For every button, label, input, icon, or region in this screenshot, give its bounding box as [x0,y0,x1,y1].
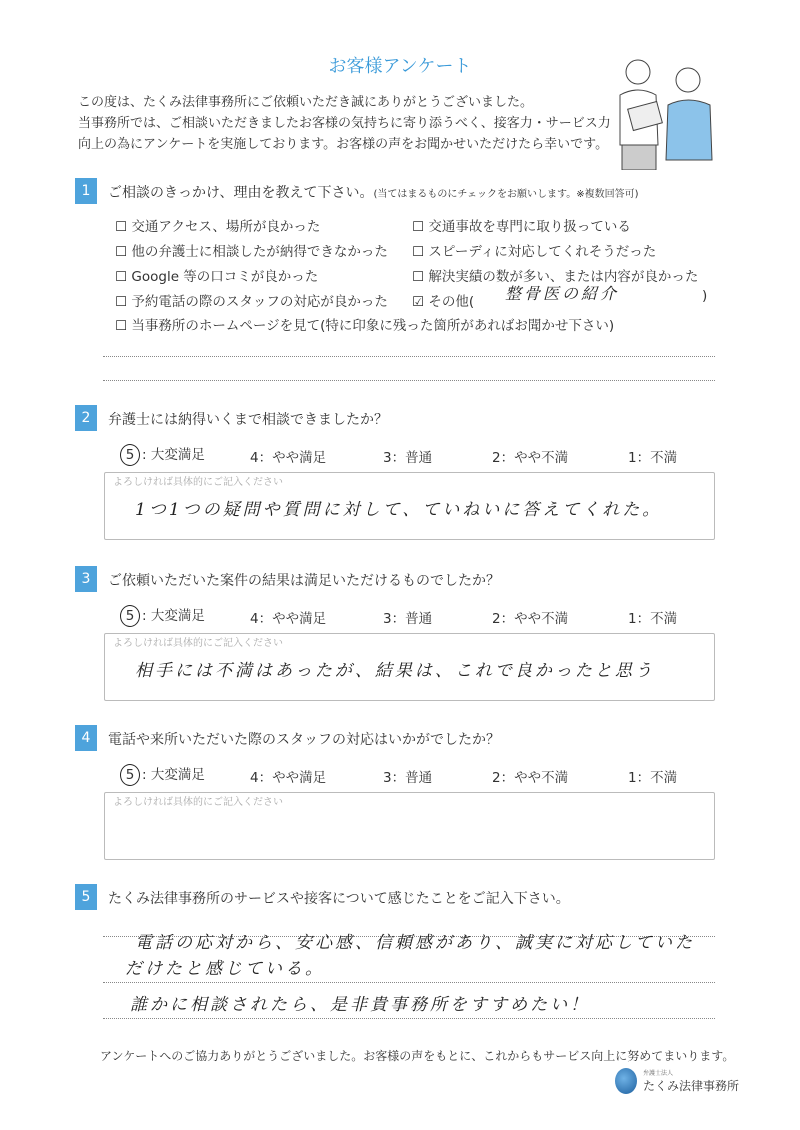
checkbox-icon[interactable]: ☐ [412,219,425,235]
rating-option[interactable]: 2：やや不満 [492,770,569,786]
checkbox-icon[interactable]: ☐ [115,294,128,310]
comment-placeholder: よろしければ具体的にご記入ください [113,638,283,649]
rating-option-5[interactable]: 5 : 大変満足 [120,763,205,786]
checkbox-icon[interactable]: ☐ [412,244,425,260]
q5-answer-line: 電話の応対から、安心感、信頼感があり、誠実に対応していた [135,933,695,953]
comment-box[interactable] [104,633,715,701]
checkbox-icon[interactable]: ☐ [412,269,425,285]
checkbox-option[interactable] [115,215,320,235]
firm-logo [615,1068,739,1094]
question-text: 弁護士には納得いくまで相談できましたか？ [108,412,388,428]
comment-box[interactable] [104,472,715,540]
rating-option[interactable]: 2：やや不満 [492,611,569,627]
handwritten-comment: 相手には不満はあったが、結果は、これで良かったと思う [135,661,655,681]
checkbox-option[interactable] [412,215,631,235]
question-number: 3 [75,566,97,592]
question-number-5: 5 [75,884,97,910]
rating-scale [0,604,800,628]
q5-answer-line: だけたと感じている。 [125,959,325,979]
rating-option[interactable]: 1：不満 [628,611,678,627]
rating-option[interactable]: 1：不満 [628,450,678,466]
option-label: その他( [428,294,475,310]
checkbox-option[interactable] [115,265,318,285]
checkbox-icon[interactable]: ☐ [115,244,128,260]
rating-option-5[interactable]: 5 : 大変満足 [120,443,205,466]
rating-option[interactable]: 3：普通 [383,770,433,786]
q5-answer-line: 誰かに相談されたら、是非貴事務所をすすめたい！ [130,995,591,1015]
rating-scale [0,443,800,467]
option-label: 交通アクセス、場所が良かった [131,219,321,235]
comment-placeholder: よろしければ具体的にご記入ください [113,477,283,488]
option-label: 交通事故を専門に取り扱っている [428,219,631,235]
other-answer-handwritten: 整骨医の紹介 [505,284,620,303]
checkbox-option[interactable] [412,240,656,260]
staff-illustration [600,50,720,170]
handwritten-comment: 1つ1つの疑問や質問に対して、ていねいに答えてくれた。 [135,500,663,520]
question-number-1: 1 [75,178,97,204]
question-number: 2 [75,405,97,431]
answer-line [103,1018,715,1019]
rating-option-5[interactable]: 5 : 大変満足 [120,604,205,627]
logo-sub: 弁護士法人 [643,1070,674,1077]
option-label: スピーディに対応してくれそうだった [428,244,657,260]
checkbox-icon[interactable]: ☐ [115,219,128,235]
checkbox-option[interactable] [115,290,388,310]
comment-placeholder: よろしければ具体的にご記入ください [113,797,283,808]
selected-circle: 5 [120,605,140,627]
comment-box[interactable] [104,792,715,860]
rating-scale [0,763,800,787]
option-label: 他の弁護士に相談したが納得できなかった [131,244,388,260]
option-label: 予約電話の際のスタッフの対応が良かった [131,294,388,310]
rating-option[interactable]: 4：やや満足 [250,770,327,786]
other-close-paren: ) [702,288,708,304]
intro-line: この度は、たくみ法律事務所にご依頼いただき誠にありがとうございました。 [78,95,534,110]
option-label: 当事務所のホームページを見て(特に印象に残った箇所があればお聞かせ下さい) [131,318,615,334]
selected-circle: 5 [120,764,140,786]
rating-option[interactable]: 3：普通 [383,450,433,466]
checkbox-option[interactable] [412,290,474,310]
rating-option[interactable]: 3：普通 [383,611,433,627]
selected-circle: 5 [120,444,140,466]
option-label: Google 等の口コミが良かった [131,269,319,285]
checkbox-option[interactable] [115,240,388,260]
page-title: お客様アンケート [328,56,472,77]
rating-option[interactable]: 2：やや不満 [492,450,569,466]
checkbox-icon[interactable]: ☑ [412,294,425,310]
option-label: 解決実績の数が多い、または内容が良かった [428,269,699,285]
rating-label: 大変満足 [150,608,205,624]
question-text: 電話や来所いただいた際のスタッフの対応はいかがでしたか？ [108,732,500,748]
answer-line [103,356,715,357]
checkbox-icon[interactable]: ☐ [115,318,128,334]
rating-label: 大変満足 [150,767,205,783]
logo-mark-icon [615,1068,637,1094]
intro-text [78,92,611,155]
rating-option[interactable]: 4：やや満足 [250,611,327,627]
answer-line [103,380,715,381]
answer-line [103,982,715,983]
rating-label: 大変満足 [150,447,205,463]
footer-thanks: アンケートへのご協力ありがとうございました。お客様の声をもとに、これからもサービス向上に努めてまいります。 [100,1049,735,1063]
logo-name: たくみ法律事務所 [643,1079,740,1093]
checkbox-option[interactable] [115,314,614,334]
question-text: ご依頼いただいた案件の結果は満足いただけるものでしたか？ [108,573,500,589]
checkbox-option[interactable] [412,265,698,285]
rating-option[interactable]: 4：やや満足 [250,450,327,466]
question-5-text: たくみ法律事務所のサービスや接客について感じたことをご記入下さい。 [108,891,570,907]
question-1-text: ご相談のきっかけ、理由を教えて下さい。(当てはまるものにチェックをお願いします。※複数回答可) [108,185,639,201]
rating-option[interactable]: 1：不満 [628,770,678,786]
intro-line: 向上の為にアンケートを実施しております。お客様の声をお聞かせいただけたら幸いです。 [78,137,609,152]
question-number: 4 [75,725,97,751]
checkbox-icon[interactable]: ☐ [115,269,128,285]
intro-line: 当事務所では、ご相談いただきましたお客様の気持ちに寄り添うべく、接客力・サービス力 [78,116,611,131]
